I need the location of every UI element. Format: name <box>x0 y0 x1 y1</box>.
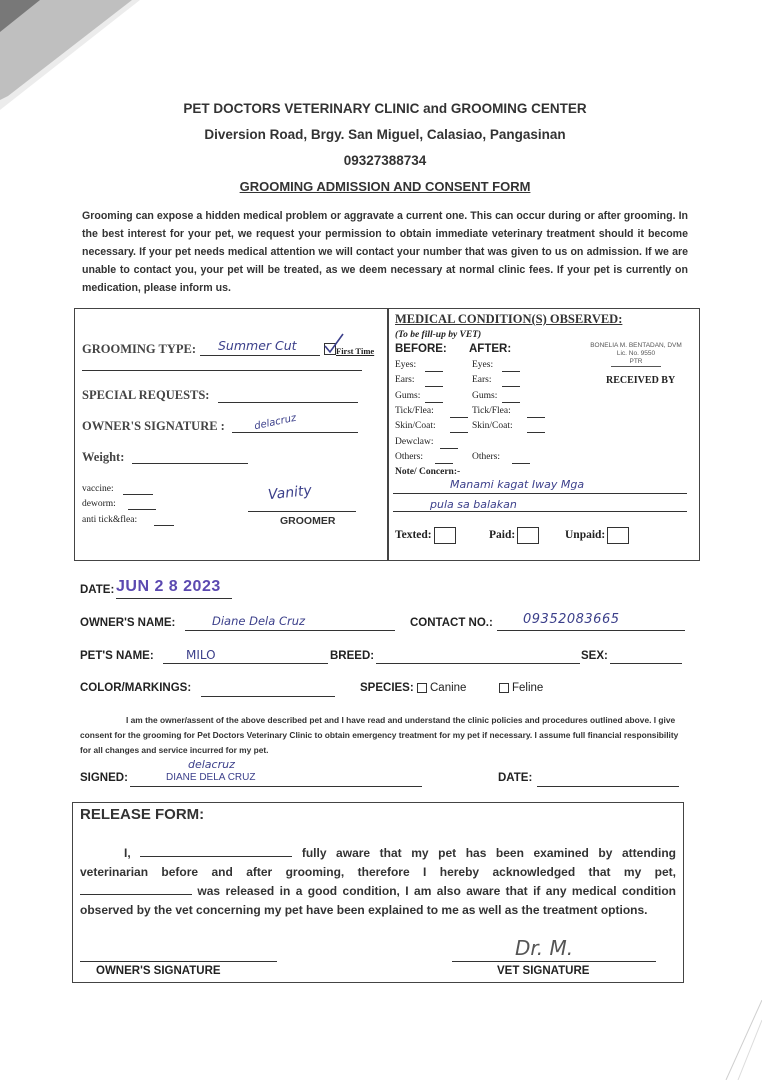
vet-stamp-ptr: PTR <box>611 358 661 367</box>
groomer-line <box>248 511 356 512</box>
release-text-a: I, <box>124 846 131 860</box>
release-vet-sign-label: VET SIGNATURE <box>497 965 590 977</box>
paid-checkbox[interactable] <box>517 527 539 544</box>
canine-option[interactable] <box>417 682 466 694</box>
grooming-type-line-2 <box>82 370 362 371</box>
release-text-c: was released in a good condition, I am also aware that if any medical condition observed by the vet concerning my pet have been explained to me as well as the treatment options. <box>80 884 676 917</box>
after-item: Others: <box>472 451 500 462</box>
release-pet-blank <box>80 894 192 895</box>
owner-name-label: OWNER'S NAME: <box>80 617 176 629</box>
release-owner-sign-label: OWNER'S SIGNATURE <box>96 965 221 977</box>
grooming-type-line <box>200 355 320 356</box>
after-item-line <box>502 402 520 403</box>
weight-label: Weight: <box>82 450 125 464</box>
before-item: Others: <box>395 451 423 462</box>
antitick-line <box>154 525 174 526</box>
date-label: DATE: <box>80 584 115 596</box>
medical-subtitle: (To be fill-up by VET) <box>395 330 482 340</box>
intro-paragraph: Grooming can expose a hidden medical problem or aggravate a current one. This can occur during or after grooming. In the best interest for your pet, we request your permission to obtain immediate veterinary treatment should it become necessary. If your pet needs medical attention we will contact your number that was given to us on admission. If we are unable to contact you, your pet will be treated, as we deem necessary at normal clinic fees. If your pet is currently on medication, please inform us. <box>82 210 688 294</box>
scan-corner-shadow <box>0 0 140 110</box>
release-name-blank <box>140 856 292 857</box>
texted-checkbox[interactable] <box>434 527 456 544</box>
received-by-label: RECEIVED BY <box>606 375 676 386</box>
paid-label: Paid: <box>489 529 516 542</box>
date-line <box>116 598 232 599</box>
before-item-line <box>425 371 443 372</box>
before-item: Skin/Coat: <box>395 421 436 432</box>
before-item-line <box>425 402 443 403</box>
owner-signature-value: delacruz <box>253 412 298 433</box>
paid-field <box>489 527 539 544</box>
pet-name-label: PET'S NAME: <box>80 650 154 662</box>
owner-name-value: Diane Dela Cruz <box>212 614 306 628</box>
antitick-label: anti tick&flea: <box>82 515 138 525</box>
before-item-line <box>435 463 453 464</box>
before-item: Dewclaw: <box>395 436 434 447</box>
feline-checkbox[interactable] <box>499 683 509 693</box>
release-title: RELEASE FORM: <box>80 806 205 823</box>
release-text-b: fully aware that my pet has been examined by attending veterinarian before and after grooming, therefore I hereby acknowledged that my pet, <box>80 846 676 879</box>
note-line2-value: pula sa balakan <box>430 498 517 511</box>
consent-text: I am the owner/assent of the above described pet and I have read and understand the clinic policies and procedures outlined above. I give consent for the grooming for Pet Doctors Veterinary Clinic to obtain emergency treatment for my pet if necessary. I assume full financial responsibility for all changes and service incurred for my pet. <box>80 715 679 755</box>
consent-date-label: DATE: <box>498 772 533 784</box>
canine-checkbox[interactable] <box>417 683 427 693</box>
before-item: Eyes: <box>395 360 417 370</box>
before-item: Gums: <box>395 390 421 401</box>
feline-option[interactable] <box>499 682 543 694</box>
contact-value: 09352083665 <box>523 612 620 627</box>
species-label: SPECIES: <box>360 682 414 694</box>
vet-stamp-name: BONELIA M. BENTADAN, DVM <box>590 342 682 349</box>
consent-date-line <box>537 786 679 787</box>
before-item-line <box>450 417 468 418</box>
owner-signature-label: OWNER'S SIGNATURE : <box>82 419 225 433</box>
note-label: Note/ Concern:- <box>395 467 461 477</box>
unpaid-field <box>565 527 629 544</box>
owner-signature-line <box>232 432 358 433</box>
texted-field <box>395 527 456 544</box>
after-item: Tick/Flea: <box>472 405 511 416</box>
unpaid-label: Unpaid: <box>565 529 606 542</box>
color-label: COLOR/MARKINGS: <box>80 682 192 694</box>
after-item: Eyes: <box>472 360 494 370</box>
grooming-type-label: GROOMING TYPE: <box>82 342 197 356</box>
after-label: AFTER: <box>469 343 512 355</box>
before-item: Ears: <box>395 375 415 386</box>
owner-name-line <box>185 630 395 631</box>
sex-line <box>610 663 682 664</box>
signed-value: DIANE DELA CRUZ <box>166 772 256 783</box>
vet-signature-value: Dr. M. <box>515 936 574 960</box>
unpaid-checkbox[interactable] <box>607 527 629 544</box>
signed-signature: delacruz <box>188 758 235 771</box>
color-line <box>201 696 335 697</box>
weight-line <box>132 463 248 464</box>
before-item-line <box>425 386 443 387</box>
deworm-line <box>128 509 156 510</box>
after-item: Ears: <box>472 375 492 386</box>
date-value: JUN 2 8 2023 <box>116 578 221 595</box>
clinic-address: Diversion Road, Brgy. San Miguel, Calasiao, Pangasinan <box>204 127 566 142</box>
page-fold-mark <box>716 1000 762 1080</box>
feline-label: Feline <box>512 682 544 694</box>
deworm-label: deworm: <box>82 499 116 509</box>
clinic-name: PET DOCTORS VETERINARY CLINIC and GROOMING CENTER <box>183 101 587 116</box>
breed-line <box>376 663 580 664</box>
before-item: Tick/Flea: <box>395 405 434 416</box>
pet-name-line <box>163 663 328 664</box>
contact-label: CONTACT NO.: <box>410 617 493 629</box>
release-owner-sign-line <box>80 961 277 962</box>
note-line-1 <box>393 493 687 494</box>
contact-line <box>497 630 685 631</box>
release-paragraph <box>80 844 676 920</box>
note-line1-value: Manami kagat Iway Mga <box>450 478 585 491</box>
box-divider <box>387 308 389 561</box>
after-item-line <box>502 371 520 372</box>
note-line-2 <box>393 511 687 512</box>
pet-name-value: MILO <box>186 648 216 662</box>
medical-title: MEDICAL CONDITION(S) OBSERVED: <box>395 312 623 326</box>
signed-label: SIGNED: <box>80 772 128 784</box>
after-item-line <box>512 463 530 464</box>
groomer-signature-value: Vanity <box>267 482 313 504</box>
first-time-label: First Time <box>336 346 375 356</box>
vet-stamp <box>586 342 686 367</box>
release-vet-sign-line <box>452 961 656 962</box>
after-item-line <box>527 417 545 418</box>
texted-label: Texted: <box>395 529 432 542</box>
breed-label: BREED: <box>330 650 375 662</box>
special-requests-line <box>218 402 358 403</box>
vaccine-label: vaccine: <box>82 484 114 494</box>
vet-stamp-lic: Lic. No. 9550 <box>616 350 656 357</box>
vaccine-line <box>123 494 153 495</box>
after-item: Gums: <box>472 390 498 401</box>
before-item-line <box>450 432 468 433</box>
canine-label: Canine <box>430 682 467 694</box>
sex-label: SEX: <box>581 650 608 662</box>
form-title: GROOMING ADMISSION AND CONSENT FORM <box>239 179 531 194</box>
before-label: BEFORE: <box>395 343 447 355</box>
after-item-line <box>502 386 520 387</box>
groomer-label: GROOMER <box>280 515 336 527</box>
grooming-type-value: Summer Cut <box>218 338 297 353</box>
after-item: Skin/Coat: <box>472 421 513 432</box>
before-item-line <box>440 448 458 449</box>
after-item-line <box>527 432 545 433</box>
clinic-phone: 09327388734 <box>343 153 427 168</box>
signed-line <box>130 786 422 787</box>
special-requests-label: SPECIAL REQUESTS: <box>82 388 210 402</box>
